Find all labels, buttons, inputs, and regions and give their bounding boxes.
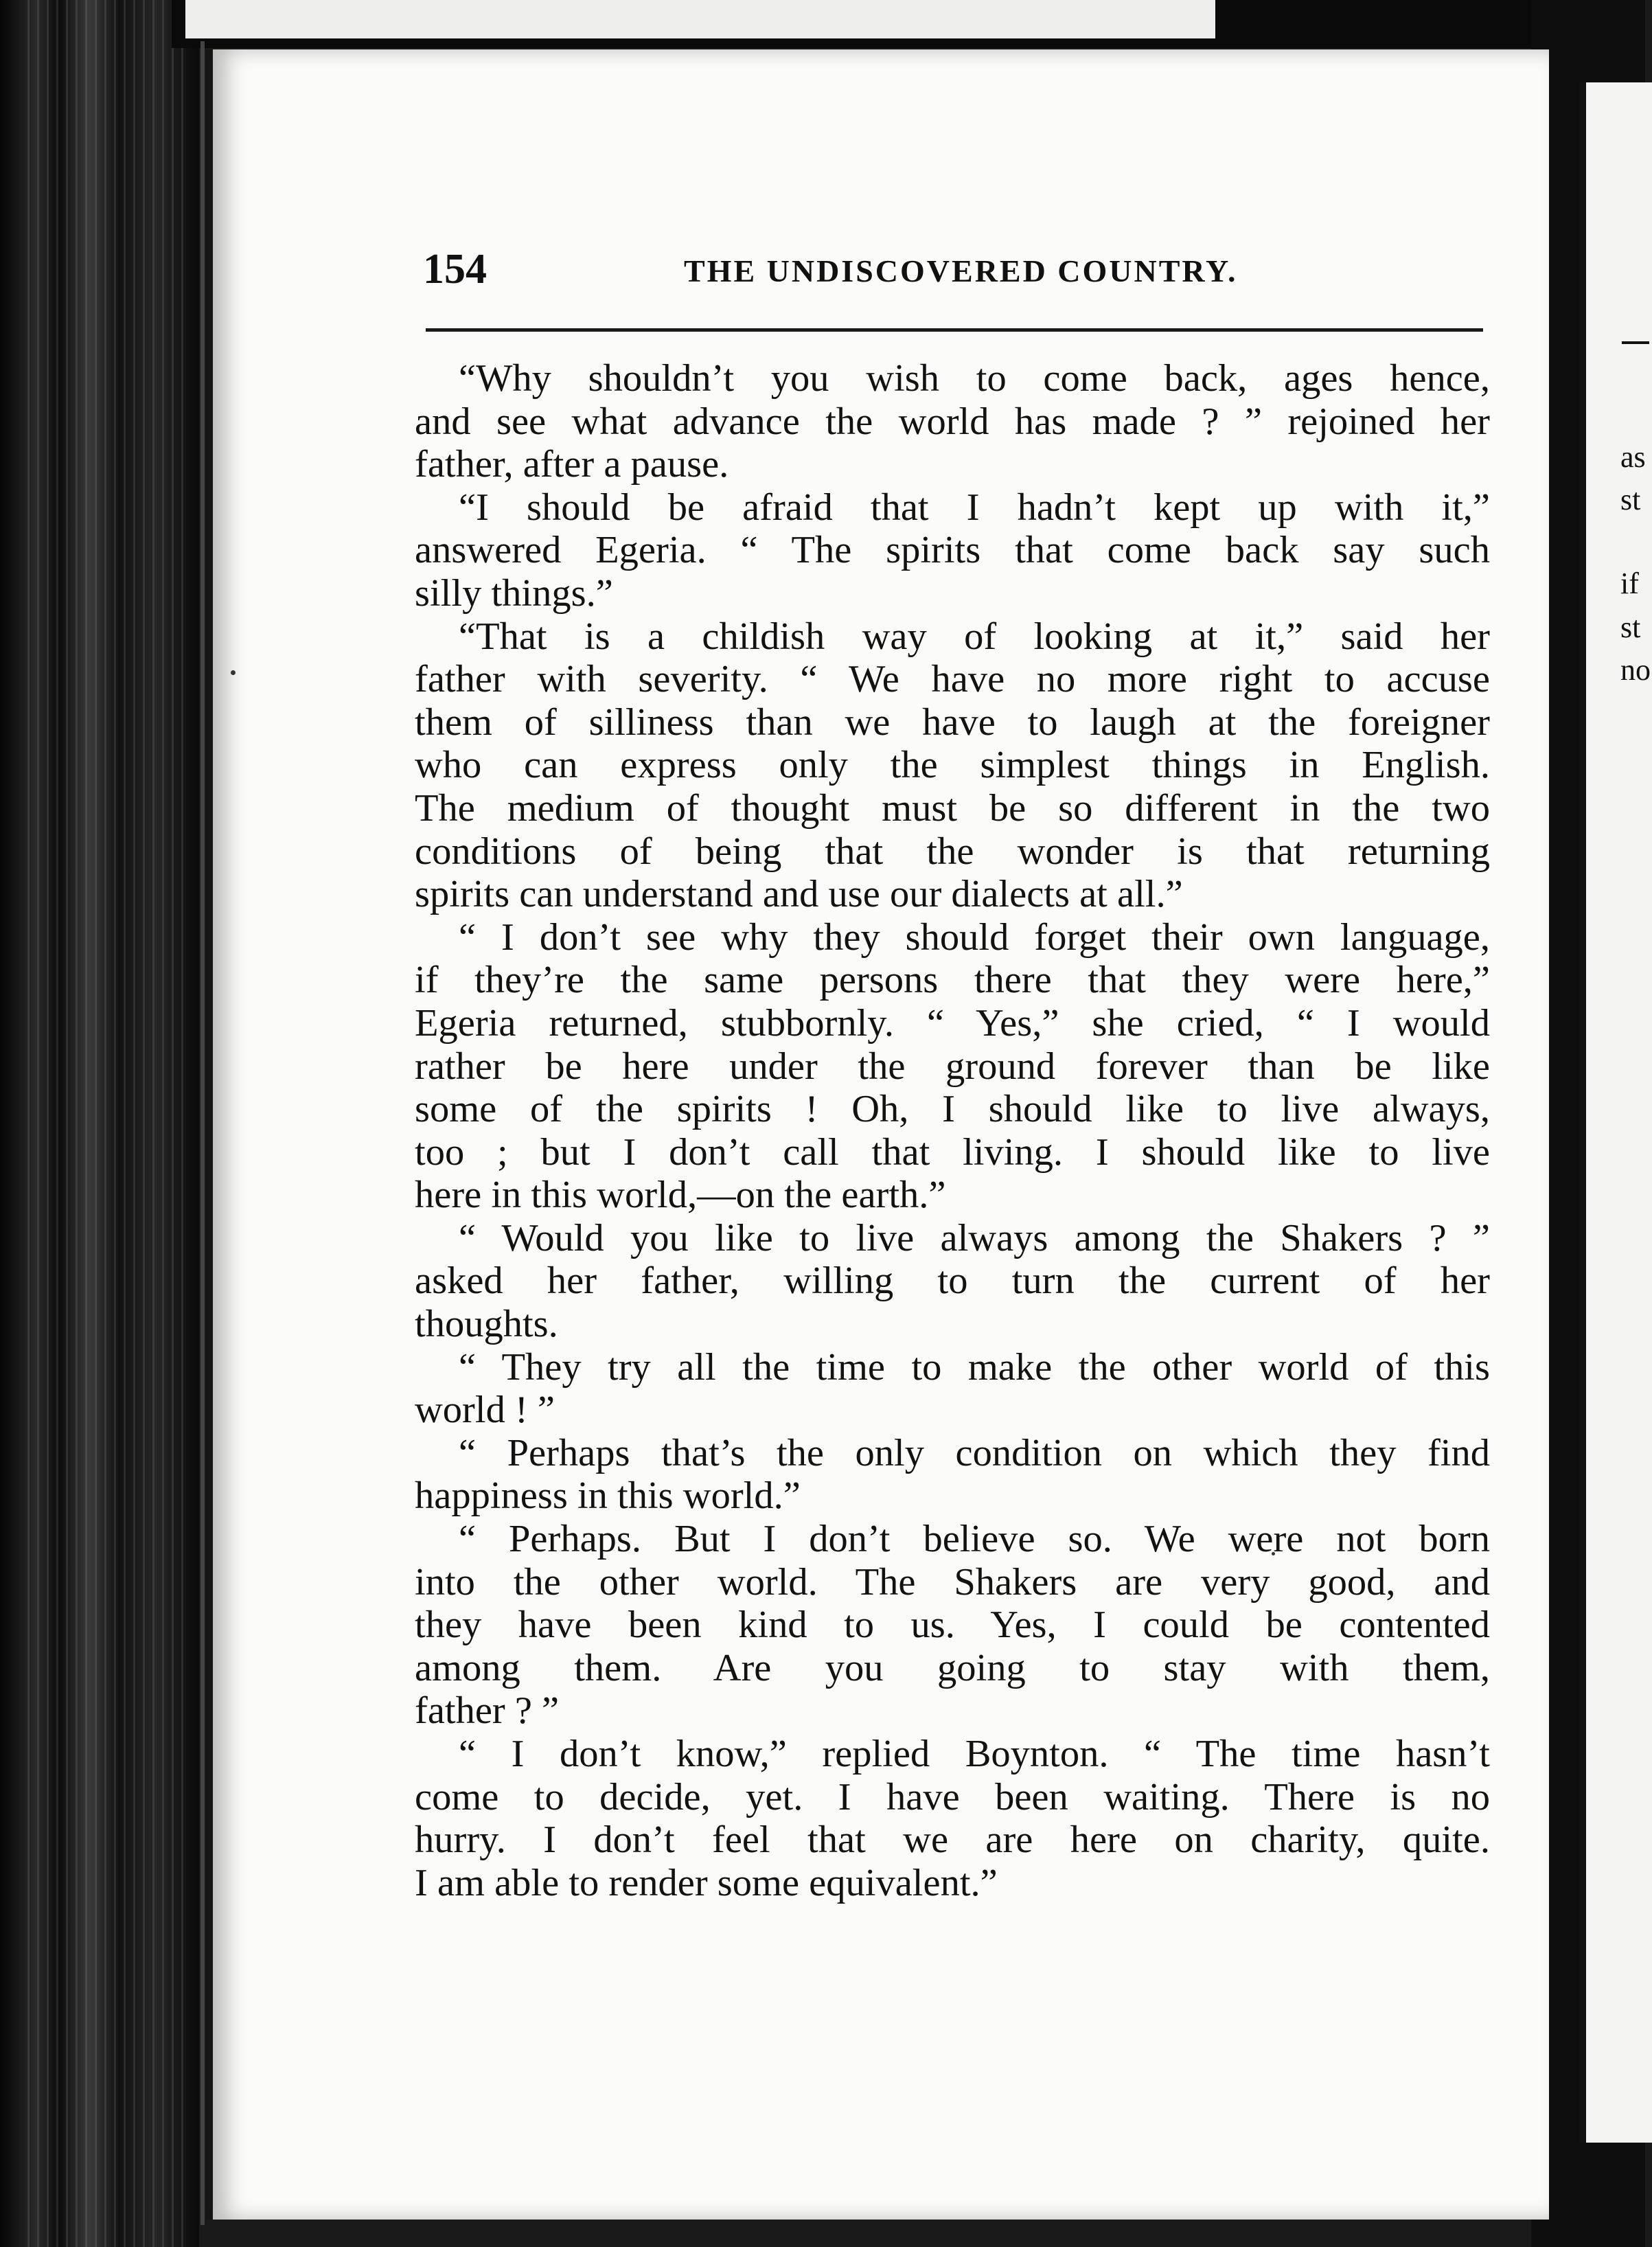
text-line: father ? ” [415,1689,560,1733]
page-stack-edges [27,0,185,2247]
text-line: world ! ” [415,1389,555,1432]
text-line: who can express only the simplest things in English. [415,744,1490,787]
text-line: “Why shouldn’t you wish to come back, ages hence, [459,357,1490,400]
text-line: happiness in this world.” [415,1474,801,1518]
text-line: “I should be afraid that I hadn’t kept up with it,” [459,486,1490,529]
text-line: “ They try all the time to make the other world of this [459,1345,1490,1389]
text-line: rather be here under the ground forever than be like [415,1045,1490,1088]
text-line: “ Would you like to live always among the Shakers ? ” [459,1216,1490,1259]
page-gutter-line [200,41,205,2225]
text-line: father with severity. “ We have no more right to accuse [415,658,1490,701]
facing-page-fragment: if [1620,567,1639,600]
page-header [423,242,1240,297]
text-line: “ Perhaps that’s the only condition on which they find [459,1431,1490,1474]
running-title: THE UNDISCOVERED COUNTRY. [684,253,1238,288]
text-line: too ; but I don’t call that living. I should like to live [415,1130,1490,1174]
facing-page-fragment: as [1620,440,1646,474]
text-line: conditions of being that the wonder is that returning [415,830,1490,873]
text-line: here in this world,—on the earth.” [415,1174,946,1217]
facing-page-fragment: no [1620,653,1651,687]
text-line: “ Perhaps. But I don’t believe so. We were not born [459,1518,1490,1561]
text-line: come to decide, yet. I have been waiting. There is no [415,1775,1490,1818]
text-line: hurry. I don’t feel that we are here on charity, quite. [415,1818,1490,1862]
facing-page-edge [1579,82,1652,2143]
text-line: asked her father, willing to turn the current of her [415,1259,1490,1303]
print-speck [231,670,236,675]
text-line: “That is a childish way of looking at it,” said her [459,615,1490,658]
body-text [415,357,1490,1904]
text-line: they have been kind to us. Yes, I could be contented [415,1604,1490,1647]
text-line: Egeria returned, stubbornly. “ Yes,” she cried, “ I would [415,1001,1490,1045]
text-line: thoughts. [415,1303,558,1346]
facing-page-fragment: st [1620,611,1641,644]
page-number: 154 [423,246,487,293]
header-rule [426,328,1483,332]
facing-page-rule [1622,341,1649,344]
text-line: answered Egeria. “ The spirits that come back say such [415,529,1490,572]
text-line: “ I don’t see why they should forget their own language, [459,915,1490,959]
text-line: spirits can understand and use our dialects at all.” [415,873,1183,916]
text-line: them of silliness than we have to laugh at the foreigner [415,700,1490,744]
text-line: among them. Are you going to stay with them, [415,1646,1490,1689]
text-line: silly things.” [415,571,613,615]
previous-page-edge [185,0,1215,38]
text-line: if they’re the same persons there that they were here,” [415,959,1490,1002]
text-line: The medium of thought must be so different in the two [415,786,1490,830]
text-line: father, after a pause. [415,443,729,486]
text-line: I am able to render some equivalent.” [415,1861,998,1904]
text-line: and see what advance the world has made ? ” rejoined her [415,400,1490,443]
text-line: some of the spirits ! Oh, I should like to live always, [415,1088,1490,1131]
text-line: into the other world. The Shakers are very good, and [415,1560,1490,1604]
text-line: “ I don’t know,” replied Boynton. “ The time hasn’t [459,1733,1490,1775]
facing-page-fragment: st [1620,483,1641,516]
